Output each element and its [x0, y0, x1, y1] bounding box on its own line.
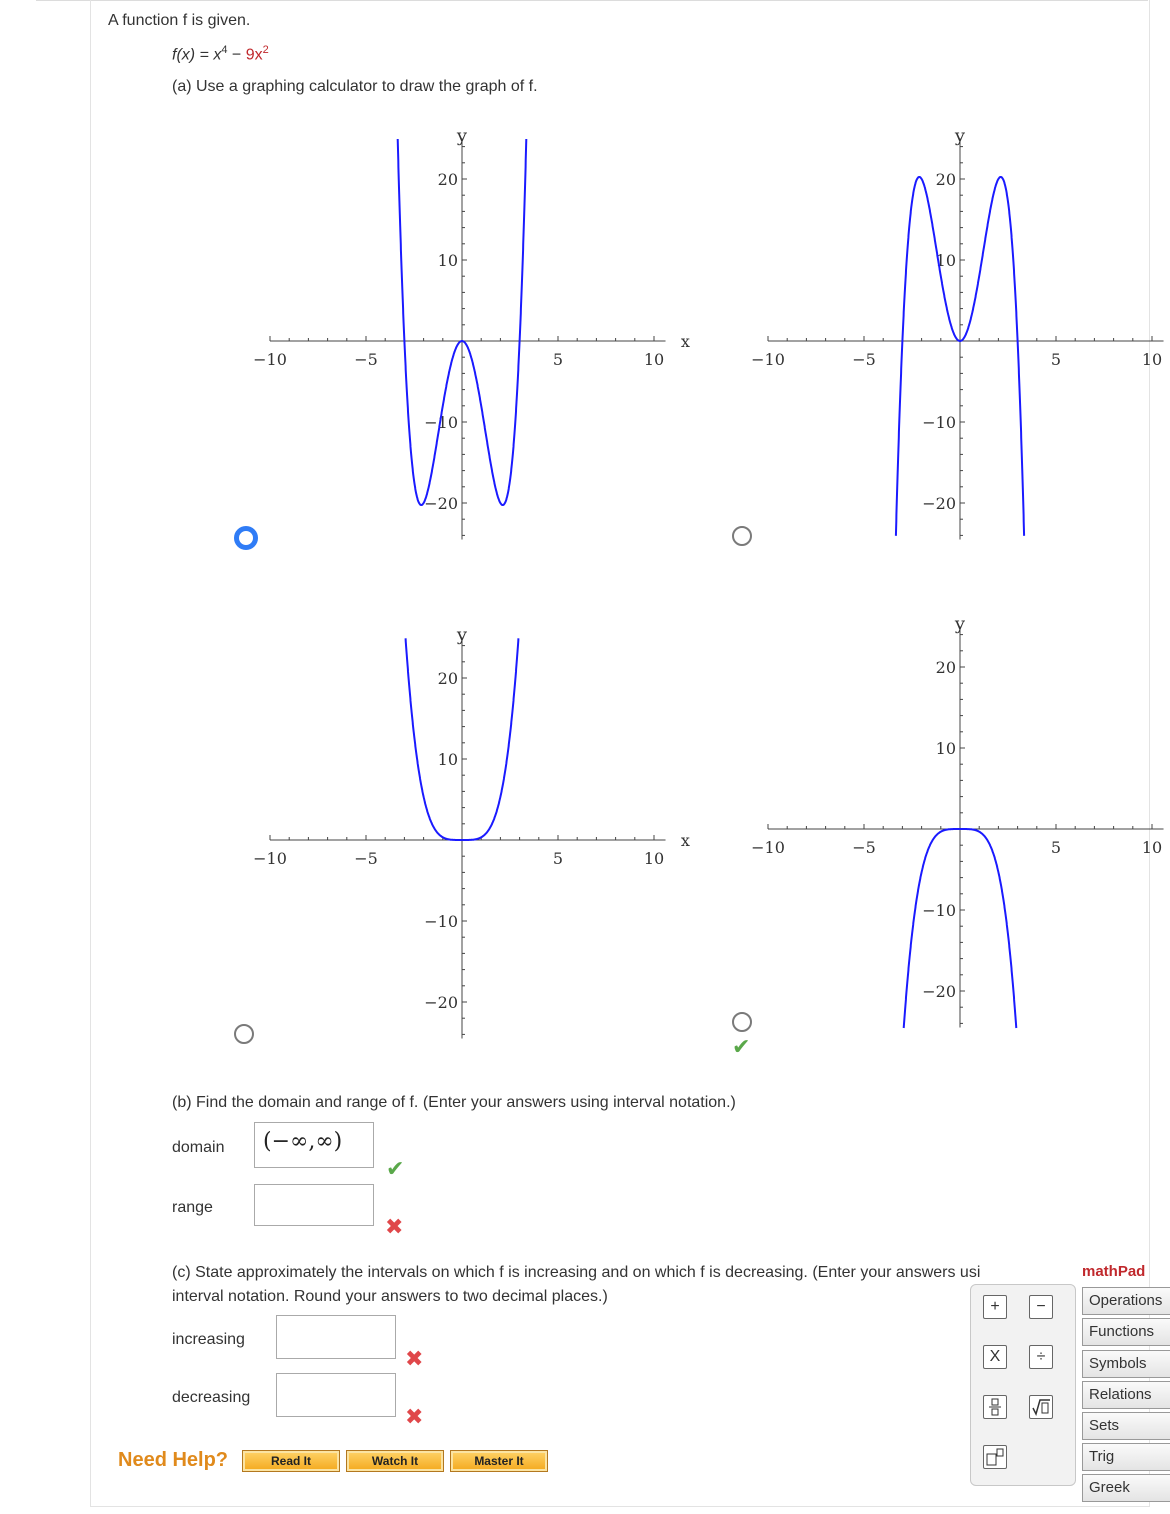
sqrt-key[interactable] — [1029, 1395, 1053, 1419]
decreasing-label: decreasing — [172, 1389, 251, 1406]
tab-sets[interactable]: Sets — [1082, 1412, 1170, 1440]
graph-d-x-tick-label: −5 — [852, 838, 876, 857]
graph-c-x-tick-label: 5 — [552, 849, 564, 868]
minus-key[interactable]: − — [1029, 1295, 1053, 1319]
sqrt-icon — [1030, 1396, 1052, 1418]
domain-label: domain — [172, 1139, 225, 1156]
increasing-input[interactable] — [276, 1315, 396, 1359]
range-cross-icon: ✖ — [385, 1214, 404, 1239]
graph-b-y-axis-label: y — [954, 125, 966, 147]
fraction-key[interactable] — [983, 1395, 1007, 1419]
decreasing-input[interactable] — [276, 1373, 396, 1417]
mathpad-title: mathPad — [1082, 1263, 1146, 1280]
increasing-label: increasing — [172, 1331, 245, 1348]
graph-c-y-tick-label: −20 — [424, 993, 458, 1012]
decreasing-cross-icon: ✖ — [405, 1404, 424, 1429]
divide-key[interactable]: ÷ — [1029, 1345, 1053, 1369]
part-b-text: (b) Find the domain and range of f. (Enter your answers using interval notation.) — [172, 1094, 736, 1111]
mathpad-keypad — [970, 1284, 1076, 1486]
graph-c-y-axis-label: y — [456, 624, 468, 646]
tab-trig[interactable]: Trig — [1082, 1443, 1170, 1471]
graph-c-x-tick-label: 10 — [643, 849, 665, 868]
graph-a-y-tick-label: 10 — [437, 251, 458, 270]
graph-b-y-tick-label: −20 — [922, 494, 956, 513]
graph-b-x-tick-label: 5 — [1050, 350, 1062, 369]
plus-key[interactable]: + — [983, 1295, 1007, 1319]
graph-b-x-tick-label: 10 — [1141, 350, 1163, 369]
fraction-icon — [984, 1396, 1006, 1418]
domain-check-icon: ✔ — [386, 1156, 405, 1181]
graph-a-x-tick-label: −10 — [253, 350, 287, 369]
graph-c-y-tick-label: 10 — [437, 750, 458, 769]
domain-input[interactable] — [254, 1122, 374, 1168]
graph-d-check-icon: ✔ — [732, 1034, 751, 1059]
graph-b-y-tick-label: 20 — [935, 170, 956, 189]
function-definition — [172, 44, 269, 64]
tab-greek[interactable]: Greek — [1082, 1474, 1170, 1502]
times-key[interactable]: X — [983, 1345, 1007, 1369]
exp-2: 2 — [262, 44, 269, 56]
part-a-text: (a) Use a graphing calculator to draw the graph of f. — [172, 78, 538, 95]
graph-a-x-tick-label: 10 — [643, 350, 665, 369]
graph-a-y-tick-label: −20 — [424, 494, 458, 513]
graph-d-y-tick-label: −20 — [922, 982, 956, 1001]
function-lhs: f(x) = x — [172, 46, 222, 64]
graph-c-y-tick-label: 20 — [437, 669, 458, 688]
exponent-key[interactable] — [983, 1445, 1007, 1469]
need-help-label: Need Help? — [118, 1449, 229, 1471]
graph-a-x-tick-label: 5 — [552, 350, 564, 369]
watch-it-button[interactable]: Watch It — [346, 1450, 444, 1472]
master-it-button[interactable]: Master It — [450, 1450, 548, 1472]
graph-d-y-tick-label: −10 — [922, 901, 956, 920]
graph-a-x-tick-label: −5 — [354, 350, 378, 369]
exponent-icon — [984, 1446, 1006, 1468]
graph-b-x-tick-label: −5 — [852, 350, 876, 369]
graph-a-y-axis-label: y — [456, 125, 468, 147]
graph-option-d — [748, 598, 1170, 1048]
minus-sign: − — [227, 46, 246, 64]
graph-d-y-tick-label: 10 — [935, 739, 956, 758]
radio-graph-a[interactable] — [234, 526, 258, 550]
graph-a-x-axis-label: x — [680, 332, 690, 351]
radio-graph-c[interactable] — [234, 1024, 254, 1044]
graph-d-y-tick-label: 20 — [935, 658, 956, 677]
domain-value: (−∞,∞) — [263, 1129, 343, 1154]
tab-symbols[interactable]: Symbols — [1082, 1350, 1170, 1378]
graph-d-x-tick-label: −10 — [751, 838, 785, 857]
tab-functions[interactable]: Functions — [1082, 1318, 1170, 1346]
graph-option-b — [748, 110, 1170, 550]
tab-relations[interactable]: Relations — [1082, 1381, 1170, 1409]
tab-operations[interactable]: Operations — [1082, 1287, 1170, 1315]
increasing-cross-icon: ✖ — [405, 1346, 424, 1371]
part-c-text-1: (c) State approximately the intervals on which f is increasing and on which f is decreasing. (Enter your answers usi — [172, 1264, 981, 1281]
intro-text: A function f is given. — [108, 12, 251, 29]
graph-option-c — [250, 598, 690, 1048]
graph-c-x-tick-label: −10 — [253, 849, 287, 868]
part-c-text-2: interval notation. Round your answers to two decimal places.) — [172, 1288, 608, 1305]
graph-b-y-tick-label: 10 — [935, 251, 956, 270]
graph-d-x-tick-label: 5 — [1050, 838, 1062, 857]
range-input[interactable] — [254, 1184, 374, 1226]
graph-a-y-tick-label: 20 — [437, 170, 458, 189]
graph-c-x-tick-label: −5 — [354, 849, 378, 868]
graph-option-a — [250, 110, 690, 550]
radio-graph-b[interactable] — [732, 526, 752, 546]
mathpad — [1074, 1258, 1170, 1514]
graph-c-y-tick-label: −10 — [424, 912, 458, 931]
graph-d-x-tick-label: 10 — [1141, 838, 1163, 857]
exp-4: 4 — [221, 44, 228, 56]
graph-c-x-axis-label: x — [680, 831, 690, 850]
range-label: range — [172, 1199, 213, 1216]
graph-d-y-axis-label: y — [954, 613, 966, 635]
radio-graph-d[interactable] — [732, 1012, 752, 1032]
graph-b-y-tick-label: −10 — [922, 413, 956, 432]
graph-a-y-tick-label: −10 — [424, 413, 458, 432]
graph-b-x-tick-label: −10 — [751, 350, 785, 369]
coef-term: 9x — [245, 46, 263, 64]
read-it-button[interactable]: Read It — [242, 1450, 340, 1472]
